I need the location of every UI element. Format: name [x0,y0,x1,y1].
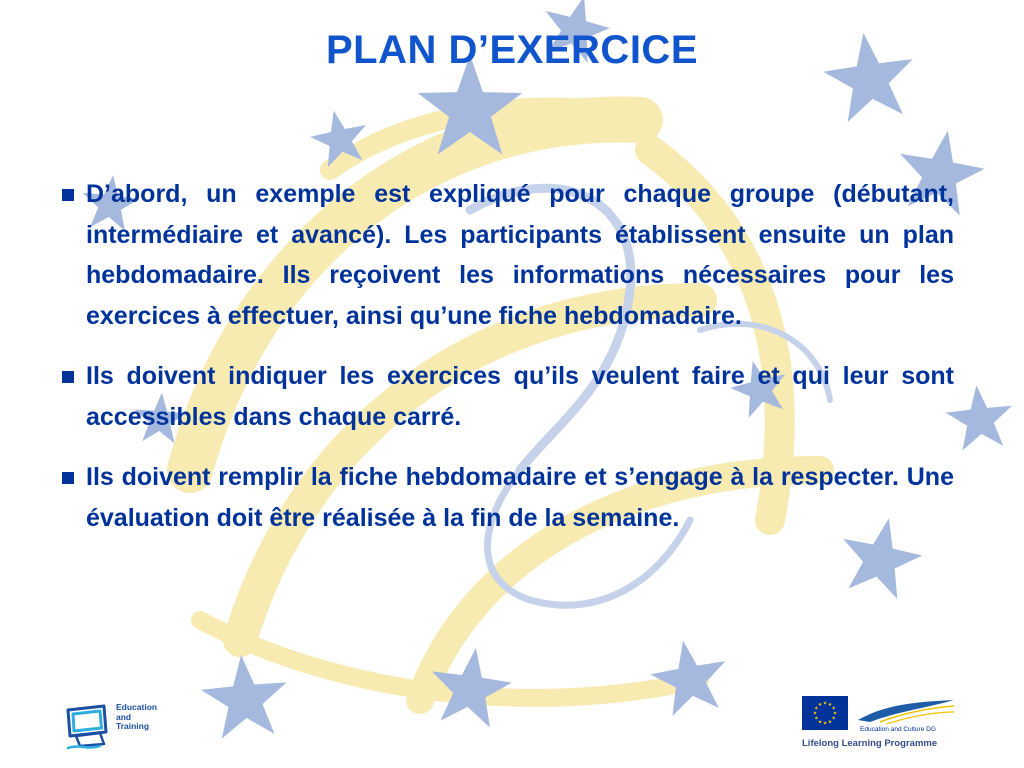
eu-star-icon [815,716,819,719]
bullet-item-2 [60,356,954,437]
eu-star-icon [832,716,836,719]
page-title: PLAN D’EXERCICE [326,28,698,72]
eu-star-icon [832,706,836,709]
square-bullet-icon [62,189,74,201]
eu-star-icon [813,711,817,714]
bullet-text-2: Ils doivent indiquer les exercices qu’ils veulent faire et qui leur sont accessibles dans chaque carré. [86,362,954,431]
lifelong-learning-label: Lifelong Learning Programme [802,738,938,749]
education-training-logo-text: Education and Training [116,702,158,731]
eu-flag-icon [802,696,848,730]
bullet-list [60,174,954,558]
bullet-item-1 [60,174,954,336]
eu-star-icon [815,706,819,709]
swoosh-icon [856,698,956,724]
eu-star-icon [833,711,837,714]
bullet-text-1: D’abord, un exemple est expliqué pour chaque groupe (débutant, intermédiaire et avancé). Les participants établissent ensuite un plan hebdomadaire. Ils reçoivent les informations nécessaires pour les exercices à effectuer, ainsi qu’une fiche hebdomadaire. [86,180,954,330]
education-culture-dg-label: Education and Culture DG [860,726,936,733]
eu-star-icon [818,702,822,705]
eu-star-icon [818,720,822,723]
bullet-text-3: Ils doivent remplir la fiche hebdomadaire et s’engage à la respecter. Une évaluation doit être réalisée à la fin de la semaine. [86,463,954,532]
square-bullet-icon [62,371,74,383]
eu-star-icon [823,701,827,704]
eu-star-icon [828,720,832,723]
eu-star-icon [823,721,827,724]
square-bullet-icon [62,472,74,484]
education-training-logo [64,700,164,752]
computer-monitor-icon [64,700,116,752]
bullet-item-3 [60,457,954,538]
lifelong-learning-logo [802,696,962,756]
eu-star-icon [828,702,832,705]
